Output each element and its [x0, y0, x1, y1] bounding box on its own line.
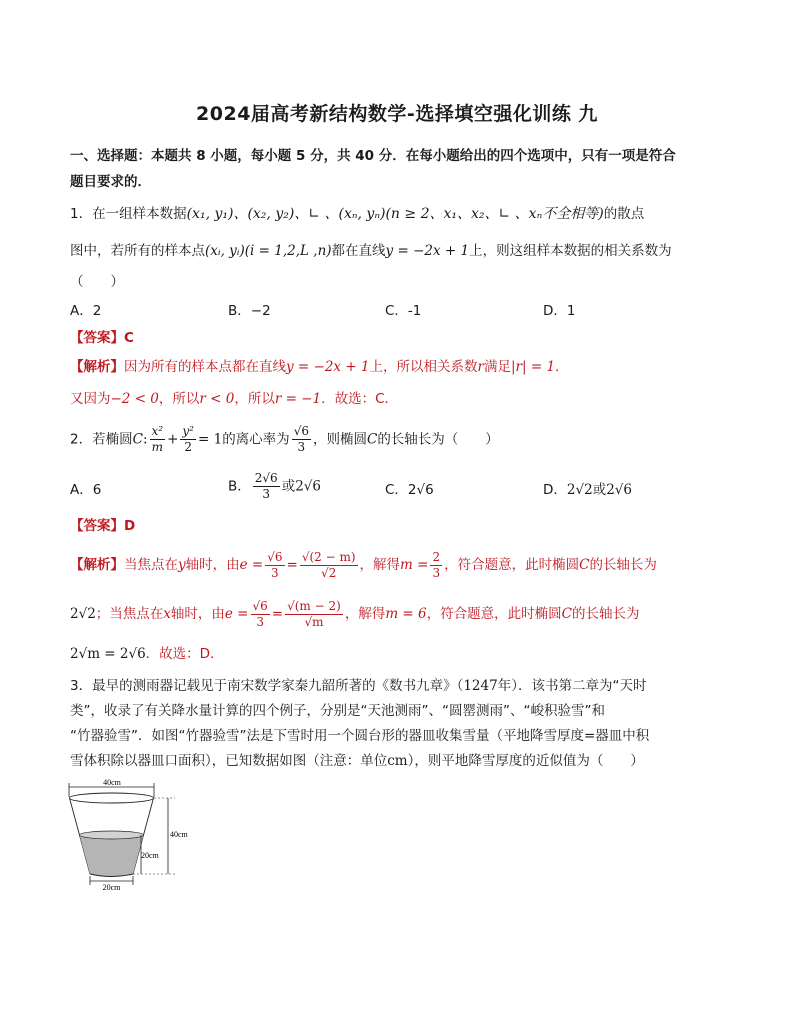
q1-answer: [70, 328, 730, 348]
q1-line2: 图中，若所有的样本点(xᵢ, yᵢ)(i = 1,2,L ,n)都在直线y = −2x + 1上，则这组样本数据的相关系数为: [70, 243, 672, 259]
q1-analysis-line2: 又因为−2 < 0，所以r < 0，所以r = −1．故选：C．: [70, 391, 399, 407]
q1-line1: 1．在一组样本数据(x₁, y₁)、(x₂, y₂)、∟ 、(xₙ, yₙ)(n ≥ 2、x₁、x₂、∟ 、xₙ不全相等)的散点: [70, 206, 645, 222]
q1-sample-points-formula: (xᵢ, yᵢ)(i = 1,2,L ,n): [205, 243, 332, 259]
snow-depth-label: 20cm: [141, 851, 159, 860]
q2-option-c: C．2√6: [385, 482, 434, 498]
q2-fraction-x: $\frac{\text{x²}}{m}$: [151, 424, 164, 454]
q2-option-b: B． $\frac{2√6}{3}$ 或2√6: [228, 471, 321, 501]
q2-answer: [70, 516, 730, 536]
q3-line2: 类”，收录了有关降水量计算的四个例子，分别是“天池测雨”、“圆罂测雨”、“峻积验雪”和: [70, 703, 605, 719]
section-heading-line2: 题目要求的．: [70, 174, 151, 190]
q2-fraction-y: $\frac{\text{y²}}{2}$: [182, 424, 194, 454]
q1-option-d: D．1: [543, 303, 576, 319]
q1-sample-data-formula: (x₁, y₁)、(x₂, y₂)、∟ 、(xₙ, yₙ)(n ≥ 2、x₁、x₂、∟ 、xₙ不全相等): [186, 206, 604, 222]
snow-fill: [80, 835, 144, 877]
section-heading-line1: 一、选择题：本题共 8 小题，每小题 5 分，共 40 分．在每小题给出的四个选项中，只有一项是符合: [70, 148, 676, 164]
height-label: 40cm: [170, 830, 188, 839]
q2-analysis-line1: 【解析】当焦点在y轴时，由e = $\frac{√6}{3}$ = $\frac{√(2 - m)}{√2}$ ，解得m = $\frac{2}{3}$ ，符合题意，此时椭圆C的长轴长为: [70, 549, 657, 580]
q1-line-equation: y = −2x + 1: [385, 243, 470, 259]
q1-option-c: C．-1: [385, 303, 422, 319]
q1-analysis-line1: 【解析】因为所有的样本点都在直线y = −2x + 1上，所以相关系数r满足|r| = 1．: [70, 359, 569, 375]
bucket-rim: [70, 793, 154, 803]
bottom-label: 20cm: [102, 883, 121, 892]
top-label: 40cm: [103, 778, 121, 787]
q3-line3: “竹器验雪”．如图“竹器验雪”法是下雪时用一个圆台形的器皿收集雪量（平地降雪厚度=器皿中积: [70, 728, 650, 744]
bucket-figure: [55, 777, 205, 895]
q1-blank-parens: （ ）: [70, 274, 124, 290]
answer-value: C: [124, 330, 134, 346]
page-title: 2024届高考新结构数学-选择填空强化训练 九: [196, 103, 598, 125]
q2-stem: 2．若椭圆C: $\frac{\text{x²}}{m}$ + $\frac{\text{y²}}{2}$ = 1的离心率为 $\frac{√6}{3}$ ，则椭圆C的长轴长为（ ）: [70, 424, 499, 454]
answer-tag: 【答案】: [70, 518, 124, 534]
q2-eccentricity: $\frac{√6}{3}$: [293, 424, 309, 454]
q2-analysis-line2: 2√2；当焦点在x轴时，由e = $\frac{√6}{3}$ = $\frac{√(m - 2)}{√m}$ ，解得m = 6，符合题意，此时椭圆C的长轴长为: [70, 598, 640, 629]
q3-line4: 雪体积除以器皿口面积），已知数据如图（注意：单位cm），则平地降雪厚度的近似值为（ ）: [70, 753, 644, 769]
analysis-tag: 【解析】: [70, 557, 124, 573]
q1-option-b: B．−2: [228, 303, 271, 319]
q2-option-a: A．6: [70, 482, 102, 498]
analysis-tag: 【解析】: [70, 359, 124, 375]
answer-tag: 【答案】: [70, 330, 124, 346]
q1-option-a: A．2: [70, 303, 102, 319]
answer-value: D: [124, 518, 136, 534]
q3-line1: 3．最早的测雨器记载见于南宋数学家秦九韶所著的《数书九章》（1247年）．该书第二章为“天时: [70, 678, 647, 694]
q2-option-d: D．2√2或2√6: [543, 482, 632, 498]
q2-analysis-line3: 2√m = 2√6．故选：D．: [70, 646, 224, 662]
